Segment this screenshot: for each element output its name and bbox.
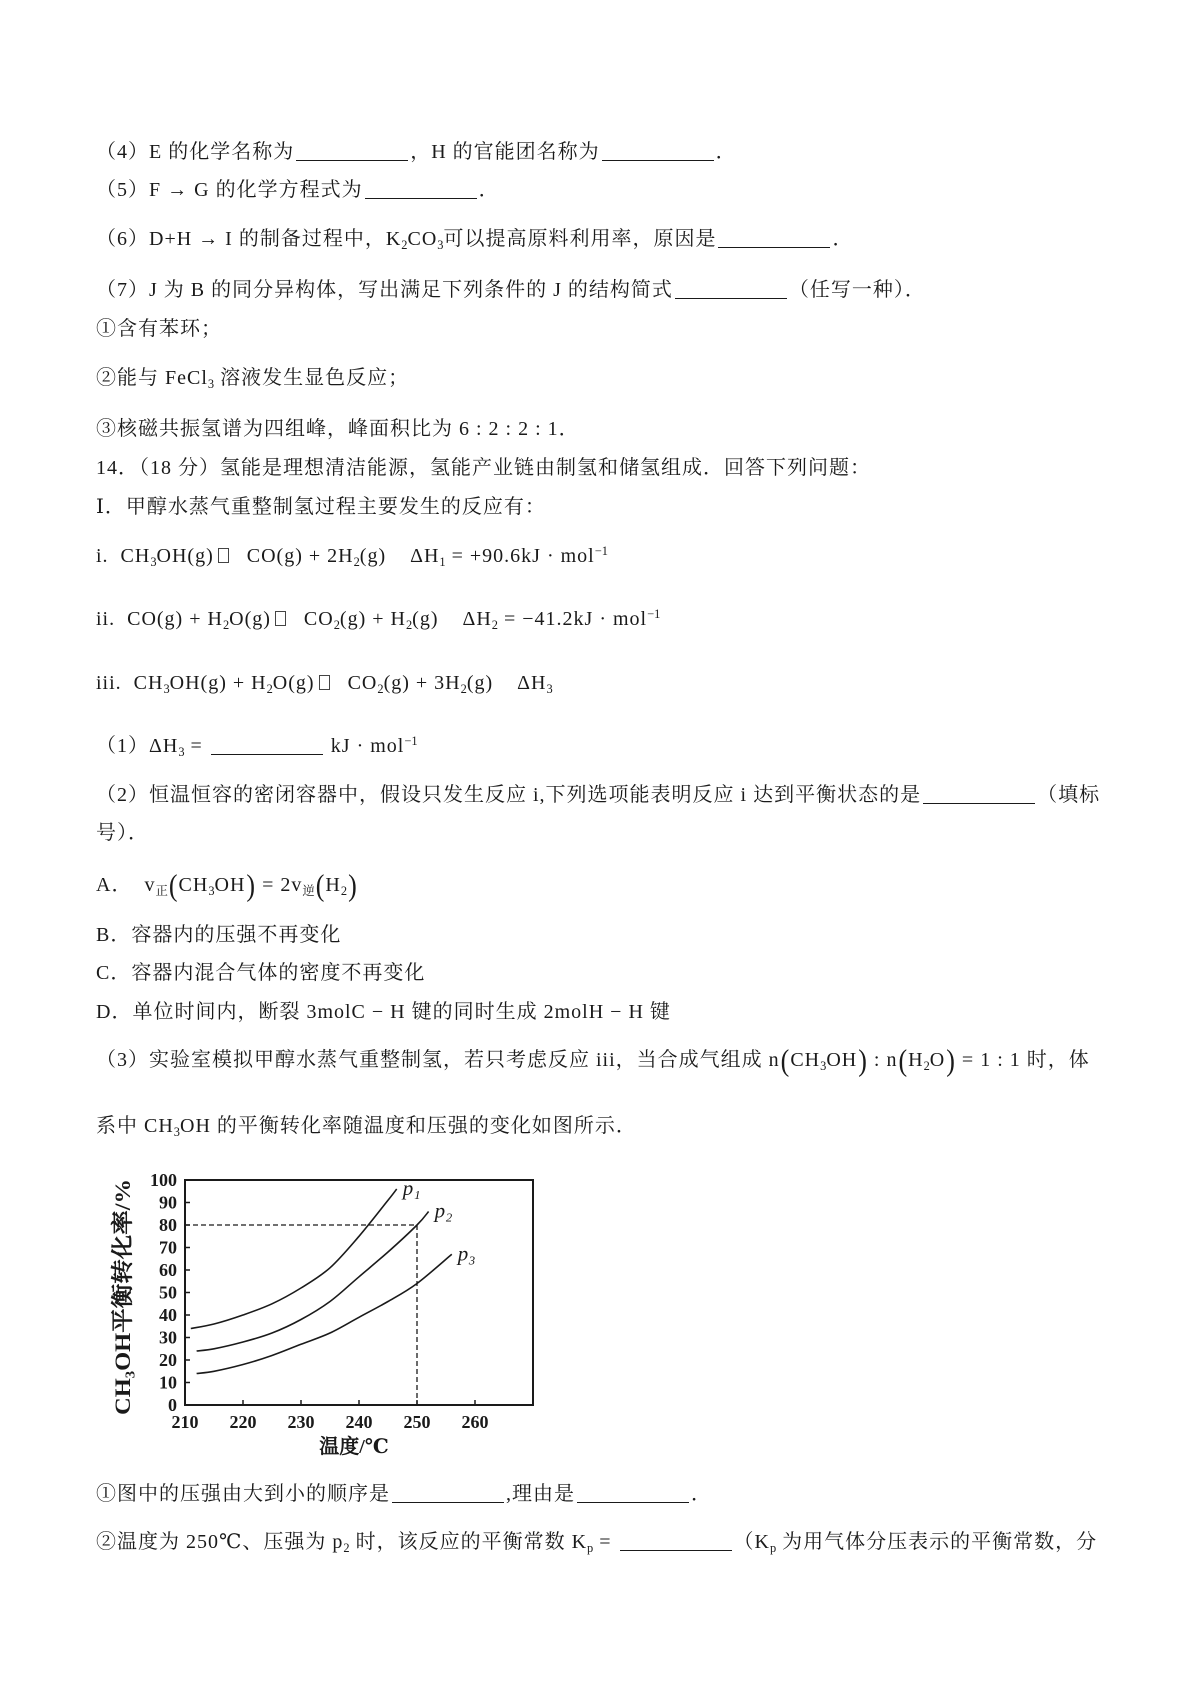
subscript: 逆 [302,883,315,898]
answer-blank [296,160,408,161]
text-run: = 2v [256,874,303,896]
text-run: C．容器内混合气体的密度不再变化 [96,962,426,984]
superscript: −1 [647,607,661,622]
q6-line [96,225,853,253]
text-run: OH 的平衡转化率随温度和压强的变化如图所示． [180,1115,637,1137]
answer-blank [602,160,714,161]
text-run: （填标 [1037,784,1101,806]
answer-blank [675,298,787,299]
plot-frame [185,1180,533,1405]
missing-glyph-box [319,675,330,690]
subscript: 3 [207,376,215,391]
y-tick-label: 50 [159,1282,177,1303]
bracket: ( [780,1043,790,1078]
y-tick-label: 70 [159,1237,177,1258]
text-run: ． [832,228,854,250]
text-run: i. CH [96,545,151,567]
option-c [96,959,425,987]
text-run: （3）实验室模拟甲醇水蒸气重整制氢，若只考虑反应 iii，当合成气组成 n [96,1049,780,1071]
series-curve-1 [191,1189,397,1329]
condition-1 [96,315,222,343]
missing-glyph-box [218,548,229,563]
text-run: ,理由是 [506,1483,575,1505]
text-run: D．单位时间内，断裂 3molC − H 键的同时生成 2molH − H 键 [96,1001,671,1023]
answer-blank [718,247,830,248]
text-run: ． [478,179,500,201]
text-run: ii. CO(g) + H [96,608,223,630]
series-curves [191,1176,476,1374]
text-run: O(g) [229,608,271,630]
text-run: = +90.6kJ · mol [445,545,595,567]
text-run: （K [733,1531,770,1553]
text-run: ①含有苯环； [96,318,222,340]
sub-question-3-continued [96,1112,637,1140]
subscript: 正 [155,883,168,898]
text-run: （1）ΔH [96,735,179,757]
subscript: 3 [178,744,185,759]
y-tick-label: 10 [159,1372,177,1393]
y-tick-label: 100 [150,1170,177,1190]
bracket: ) [858,1043,867,1078]
answer-blank [365,198,477,199]
subscript: 3 [163,681,170,696]
text-run: OH(g) [156,545,214,567]
bracket: ) [348,868,357,903]
text-run: A． v [96,874,156,896]
subscript: 2 [353,554,360,569]
text-run: CO [335,672,378,694]
text-run: CO [407,228,438,250]
superscript: −1 [594,544,608,559]
y-axis-title: CH₃OH平衡转化率/% [110,1203,135,1415]
text-run: OH [214,874,246,896]
text-run: （5）F → G 的化学方程式为 [96,179,363,201]
subscript: p [587,1540,594,1555]
bracket: ) [246,868,256,903]
text-run: kJ · mol [324,735,405,757]
text-run: = [593,1531,618,1553]
text-run: （7）J 为 B 的同分异构体，写出满足下列条件的 J 的结构简式 [96,279,673,301]
text-run: (g) ΔH [466,672,547,694]
subscript: 1 [439,554,446,569]
text-run: 系中 CH [96,1115,174,1137]
x-tick-label: 220 [229,1412,257,1432]
sub-question-3 [96,1043,1090,1078]
y-tick-label: 90 [159,1192,177,1213]
x-tick-label: 260 [461,1412,489,1432]
x-tick-label: 230 [287,1412,315,1432]
q4-line [96,138,737,166]
text-run: CO [291,608,334,630]
y-tick-label: 80 [159,1215,177,1235]
conversion-vs-temperature-chart [100,1160,550,1460]
y-tick-label: 20 [159,1350,177,1370]
sub-question-2-continued [96,819,149,847]
q7-line [96,276,926,304]
text-run: (g) + H [339,608,406,630]
subscript: 2 [340,883,348,898]
text-run: ． [715,141,737,163]
subscript: 3 [208,883,215,898]
answer-blank [211,754,323,755]
y-tick-label: 40 [159,1305,177,1325]
subscript: 2 [460,681,467,696]
subscript: p [769,1540,777,1555]
series-label-3: p₃ [457,1241,476,1266]
text-run: (g) ΔH [359,545,440,567]
subscript: 3 [546,681,553,696]
condition-2 [96,364,409,392]
subscript: 2 [333,617,340,632]
y-tick-label: 30 [159,1327,177,1348]
answer-blank [620,1550,732,1551]
subscript: 2 [222,617,230,632]
text-run: (g) ΔH [412,608,492,630]
subscript: 3 [150,554,157,569]
option-d [96,998,671,1026]
superscript: −1 [404,734,418,749]
text-run: CH [178,874,209,896]
reaction-iii [96,669,553,697]
part-1-intro [96,493,546,521]
sub-question-3-part-1 [96,1480,712,1508]
y-tick-label: 60 [159,1260,177,1280]
subscript: 2 [401,237,408,252]
x-tick-label: 240 [345,1412,373,1432]
text-run: = 1 : 1 时，体 [955,1049,1090,1071]
text-run: ③核磁共振氢谱为四组峰，峰面积比为 6 : 2 : 2 : 1． [96,418,580,440]
series-label-2: p₂ [434,1198,453,1223]
text-run: = −41.2kJ · mol [498,608,648,630]
reaction-ii [96,605,660,633]
text-run: O(g) [272,672,315,694]
text-run: CO(g) + 2H [234,545,354,567]
text-run: OH(g) + H [169,672,267,694]
text-run: 14．（18 分）氢能是理想清洁能源，氢能产业链由制氢和储氢组成．回答下列问题： [96,457,871,479]
text-run: （4）E 的化学名称为 [96,141,295,163]
x-axis-title: 温度/℃ [319,1436,389,1458]
conversion-chart-figure [100,1160,550,1460]
sub-question-3-part-2 [96,1528,1097,1556]
missing-glyph-box [275,611,286,626]
x-tick-label: 250 [403,1412,431,1432]
text-run: 溶液发生显色反应； [214,367,410,389]
q5-line [96,176,500,204]
subscript: 3 [173,1124,180,1139]
reaction-i [96,542,608,570]
text-run: 时，该反应的平衡常数 K [349,1531,588,1553]
reference-guides [185,1225,417,1405]
x-tick-label: 210 [171,1412,199,1432]
text-run: B．容器内的压强不再变化 [96,924,342,946]
text-run: 号）． [96,822,149,844]
text-run: 为用气体分压表示的平衡常数，分 [776,1531,1098,1553]
text-run: H [908,1049,924,1071]
text-run: Ⅰ．甲醇水蒸气重整制氢过程主要发生的反应有： [96,496,546,518]
text-run: （6）D+H → I 的制备过程中，K [96,228,402,250]
subscript: 2 [377,681,384,696]
text-run: ，H 的官能团名称为 [410,141,600,163]
text-run: ②能与 FeCl [96,367,208,389]
subscript: 2 [405,617,413,632]
subscript: 2 [923,1058,930,1073]
option-a [96,868,358,903]
subscript: 2 [491,617,498,632]
text-run: O [929,1049,946,1071]
sub-question-1 [96,732,418,760]
answer-blank [577,1502,689,1503]
condition-3 [96,415,580,443]
series-label-1: p₁ [402,1176,421,1200]
subscript: 3 [437,237,444,252]
text-run: （2）恒温恒容的密闭容器中，假设只发生反应 i,下列选项能表明反应 i 达到平衡状态的是 [96,784,922,806]
text-run: = [184,735,209,757]
bracket: ( [315,868,325,903]
text-run: H [325,874,341,896]
option-b [96,921,341,949]
y-tick-label: 0 [168,1395,177,1415]
bracket: ( [168,868,178,903]
answer-blank [923,803,1035,804]
bracket: ( [898,1043,908,1078]
text-run: 可以提高原料利用率，原因是 [443,228,717,250]
text-run: ①图中的压强由大到小的顺序是 [96,1483,390,1505]
question-14-stem [96,454,871,482]
text-run: iii. CH [96,672,164,694]
sub-question-2 [96,781,1100,809]
subscript: 2 [266,681,273,696]
bracket: ) [946,1043,955,1078]
subscript: 2 [343,1540,350,1555]
text-run: (g) + 3H [383,672,461,694]
text-run: CH [790,1049,821,1071]
text-run: （任写一种）． [788,279,926,301]
subscript: 3 [820,1058,827,1073]
text-run: OH [826,1049,858,1071]
text-run: ． [691,1483,712,1505]
text-run: : n [867,1049,898,1071]
answer-blank [392,1502,504,1503]
text-run: ②温度为 250℃、压强为 p [96,1531,344,1553]
